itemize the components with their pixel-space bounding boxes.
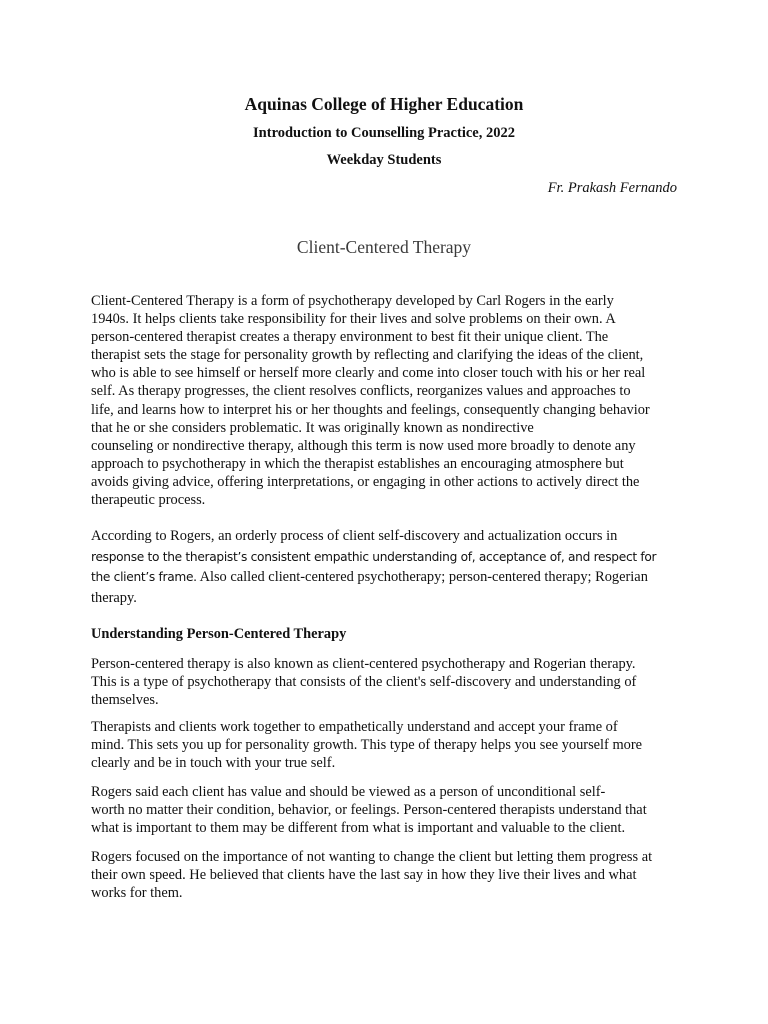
cohort-label: Weekday Students xyxy=(326,152,442,168)
text-line: what is important to them may be different from what is important and valuable to the client. xyxy=(91,820,626,837)
text-line: response to the therapist’s consistent empathic understanding of, acceptance of, and respect for xyxy=(91,549,657,564)
text-line: approach to psychotherapy in which the therapist establishes an encouraging atmosphere but xyxy=(91,455,624,472)
text-line: therapist sets the stage for personality growth by reflecting and clarifying the ideas of the client, xyxy=(91,347,644,364)
text-line: 1940s. It helps clients take responsibility for their lives and solve problems on their own. A xyxy=(91,311,616,328)
text-line: Rogers focused on the importance of not wanting to change the client but letting them progress at xyxy=(91,849,653,865)
author-name: Fr. Prakash Fernando xyxy=(547,180,677,196)
text-line: avoids giving advice, offering interpretations, or engaging in other actions to actively direct the xyxy=(91,473,640,490)
text-line: therapy. xyxy=(91,589,137,606)
paragraph-definition xyxy=(91,655,687,709)
section-heading: Understanding Person-Centered Therapy xyxy=(91,626,347,642)
text-line: Rogers said each client has value and should be viewed as a person of unconditional self- xyxy=(91,784,606,800)
institution-title: Aquinas College of Higher Education xyxy=(244,94,524,114)
text-line: self. As therapy progresses, the client resolves conflicts, reorganizes values and approaches to xyxy=(91,383,631,400)
text-line: that he or she considers problematic. It was originally known as nondirective xyxy=(91,419,534,436)
text-line: their own speed. He believed that clients have the last say in how they live their lives and what xyxy=(91,867,637,884)
text-line: themselves. xyxy=(91,692,159,709)
document-heading: Client-Centered Therapy xyxy=(296,237,472,257)
text-line: This is a type of psychotherapy that consists of the client's self-discovery and understanding of xyxy=(91,674,637,691)
paragraph-progress xyxy=(91,848,687,902)
text-line: counseling or nondirective therapy, although this term is now used more broadly to denote any xyxy=(91,437,636,454)
text-line: Person-centered therapy is also known as client-centered psychotherapy and Rogerian therapy. xyxy=(91,656,636,672)
text-line: who is able to see himself or herself more clearly and come into closer touch with his or her real xyxy=(91,365,646,382)
text-fragment: Also called client-centered psychotherapy; person-centered therapy; Rogerian xyxy=(196,569,648,585)
text-line: therapeutic process. xyxy=(91,492,206,509)
text-line: clearly and be in touch with your true self. xyxy=(91,755,336,772)
text-line: Client-Centered Therapy is a form of psychotherapy developed by Carl Rogers in the early xyxy=(91,293,614,309)
text-line: worth no matter their condition, behavior, or feelings. Person-centered therapists understand that xyxy=(91,802,647,819)
paragraph-intro xyxy=(91,292,687,509)
text-fragment: the client’s frame. xyxy=(91,570,197,584)
text-line: person-centered therapist creates a therapy environment to best fit their unique client. The xyxy=(91,329,609,346)
text-line: Therapists and clients work together to empathetically understand and accept your frame of xyxy=(91,719,618,735)
course-title: Introduction to Counselling Practice, 2022 xyxy=(253,125,515,141)
text-line: According to Rogers, an orderly process of client self-discovery and actualization occurs in xyxy=(91,528,618,544)
text-line xyxy=(91,567,687,588)
text-line: works for them. xyxy=(91,885,183,902)
text-line: mind. This sets you up for personality growth. This type of therapy helps you see yourself more xyxy=(91,737,643,754)
paragraph-rogers xyxy=(91,526,687,608)
text-line: life, and learns how to interpret his or her thoughts and feelings, consequently changing behavior xyxy=(91,401,650,418)
paragraph-value xyxy=(91,783,687,837)
paragraph-collaboration xyxy=(91,718,687,772)
